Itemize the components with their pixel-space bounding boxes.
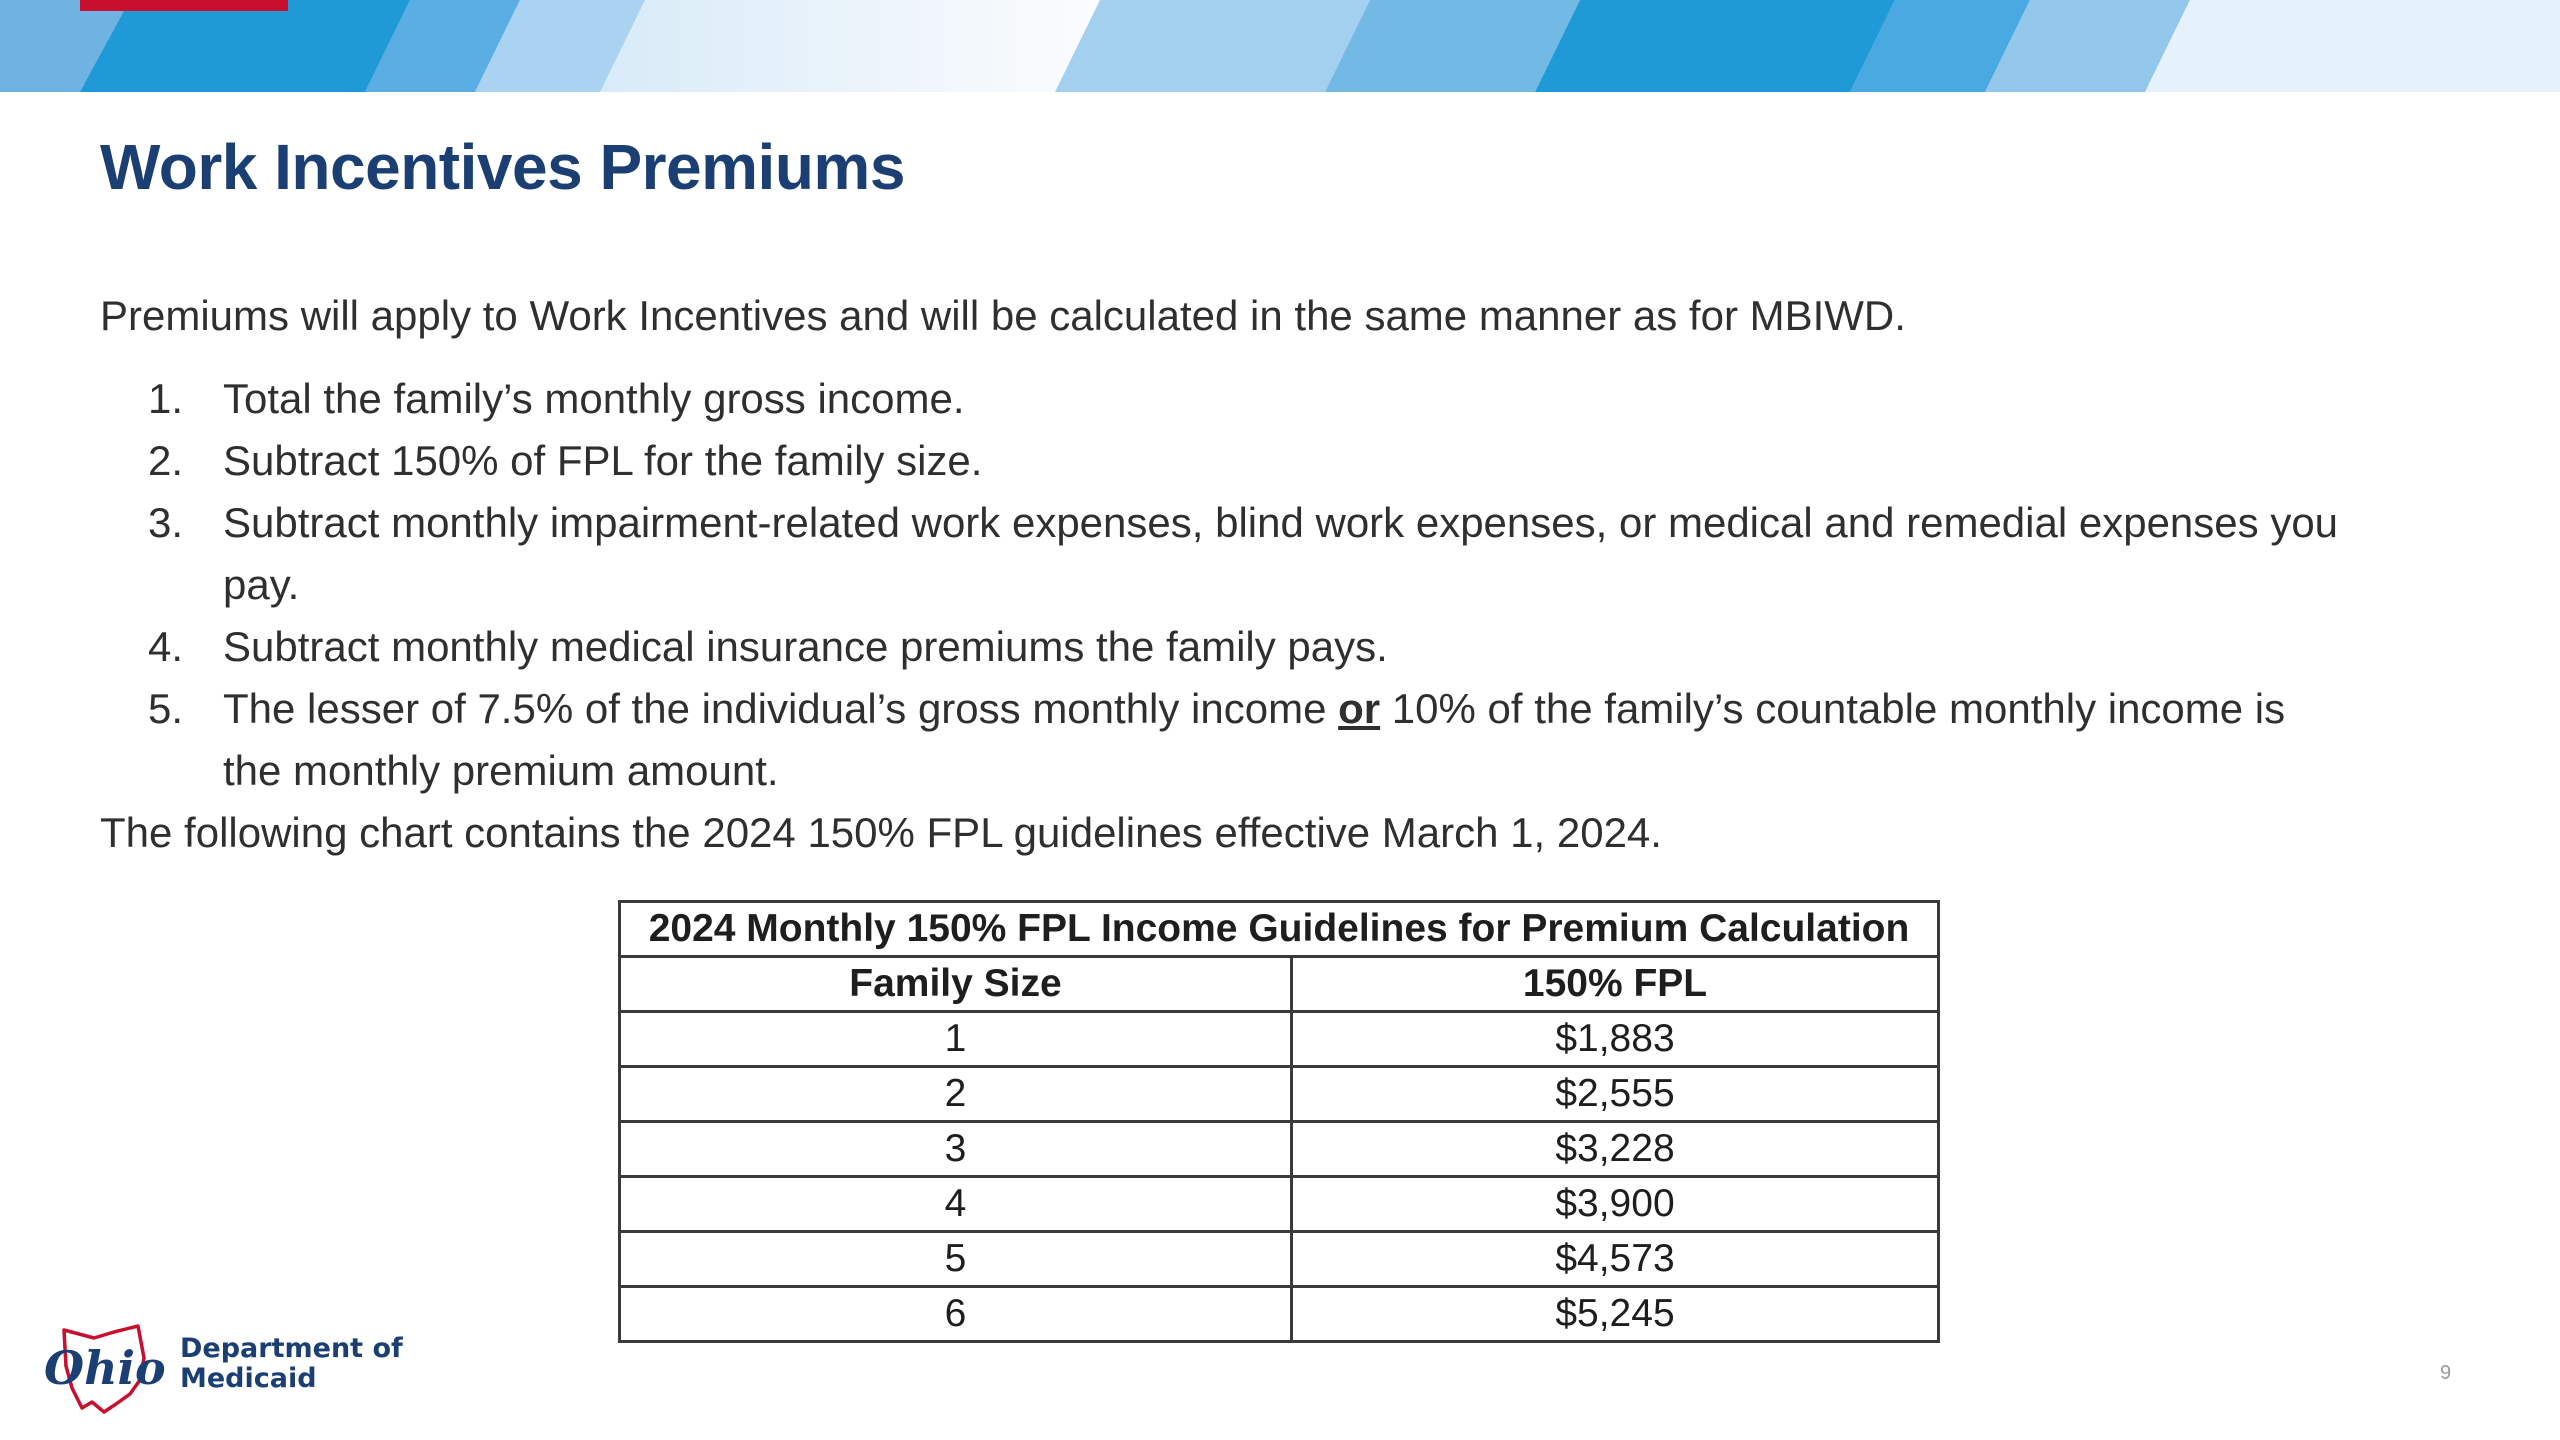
table-caption: 2024 Monthly 150% FPL Income Guidelines for Premium Calculation bbox=[620, 902, 1939, 957]
list-item bbox=[100, 368, 2350, 430]
step-number: 2. bbox=[148, 437, 184, 484]
table-row bbox=[620, 1177, 1939, 1232]
fpl-amount-cell: $3,228 bbox=[1292, 1122, 1939, 1177]
steps-list bbox=[100, 368, 2350, 802]
department-name bbox=[180, 1334, 403, 1394]
chart-note: The following chart contains the 2024 150% FPL guidelines effective March 1, 2024. bbox=[100, 809, 1662, 856]
fpl-guidelines-table bbox=[618, 900, 1940, 1343]
table-row bbox=[620, 1067, 1939, 1122]
family-size-cell: 1 bbox=[620, 1012, 1292, 1067]
table-row bbox=[620, 1122, 1939, 1177]
fpl-amount-cell: $5,245 bbox=[1292, 1287, 1939, 1342]
step-number: 4. bbox=[148, 623, 184, 670]
list-item bbox=[100, 678, 2350, 802]
fpl-amount-cell: $1,883 bbox=[1292, 1012, 1939, 1067]
step-number: 1. bbox=[148, 375, 184, 422]
step-emphasis-or: or bbox=[1338, 685, 1381, 732]
family-size-cell: 6 bbox=[620, 1287, 1292, 1342]
department-line-1: Department of bbox=[180, 1333, 403, 1364]
ohio-state-outline-icon bbox=[42, 1318, 182, 1418]
family-size-cell: 4 bbox=[620, 1177, 1292, 1232]
intro-paragraph: Premiums will apply to Work Incentives and will be calculated in the same manner as for MBIWD. bbox=[100, 292, 1906, 339]
slide-body bbox=[100, 285, 2350, 864]
column-header-fpl: 150% FPL bbox=[1292, 957, 1939, 1012]
table-row bbox=[620, 1287, 1939, 1342]
table-header-row bbox=[620, 957, 1939, 1012]
table-caption-row bbox=[620, 902, 1939, 957]
step-text: Subtract 150% of FPL for the family size. bbox=[223, 437, 983, 484]
step-text: Subtract monthly impairment-related work expenses, blind work expenses, or medical and remedial expenses you pay. bbox=[223, 499, 2339, 608]
list-item bbox=[100, 616, 2350, 678]
step-text: Total the family’s monthly gross income. bbox=[223, 375, 965, 422]
step-text: Subtract monthly medical insurance premiums the family pays. bbox=[223, 623, 1388, 670]
step-text-after: 10% of the family’s countable monthly income is the monthly premium amount. bbox=[223, 685, 2286, 794]
ohio-script-word: Ohio bbox=[44, 1341, 166, 1395]
page-title: Work Incentives Premiums bbox=[100, 131, 905, 203]
family-size-cell: 3 bbox=[620, 1122, 1292, 1177]
table-row bbox=[620, 1232, 1939, 1287]
department-line-2: Medicaid bbox=[180, 1363, 317, 1394]
family-size-cell: 5 bbox=[620, 1232, 1292, 1287]
banner-stripes bbox=[0, 0, 2560, 92]
red-accent-tab bbox=[80, 0, 288, 11]
step-number: 3. bbox=[148, 499, 184, 546]
fpl-amount-cell: $3,900 bbox=[1292, 1177, 1939, 1232]
table-row bbox=[620, 1012, 1939, 1067]
page-number: 9 bbox=[2440, 1362, 2452, 1384]
fpl-amount-cell: $4,573 bbox=[1292, 1232, 1939, 1287]
column-header-family-size: Family Size bbox=[620, 957, 1292, 1012]
fpl-amount-cell: $2,555 bbox=[1292, 1067, 1939, 1122]
header-banner bbox=[0, 0, 2560, 92]
list-item bbox=[100, 430, 2350, 492]
family-size-cell: 2 bbox=[620, 1067, 1292, 1122]
step-text-before: The lesser of 7.5% of the individual’s gross monthly income bbox=[223, 685, 1339, 732]
step-number: 5. bbox=[148, 685, 184, 732]
list-item bbox=[100, 492, 2350, 616]
ohio-medicaid-logo bbox=[42, 1318, 402, 1418]
